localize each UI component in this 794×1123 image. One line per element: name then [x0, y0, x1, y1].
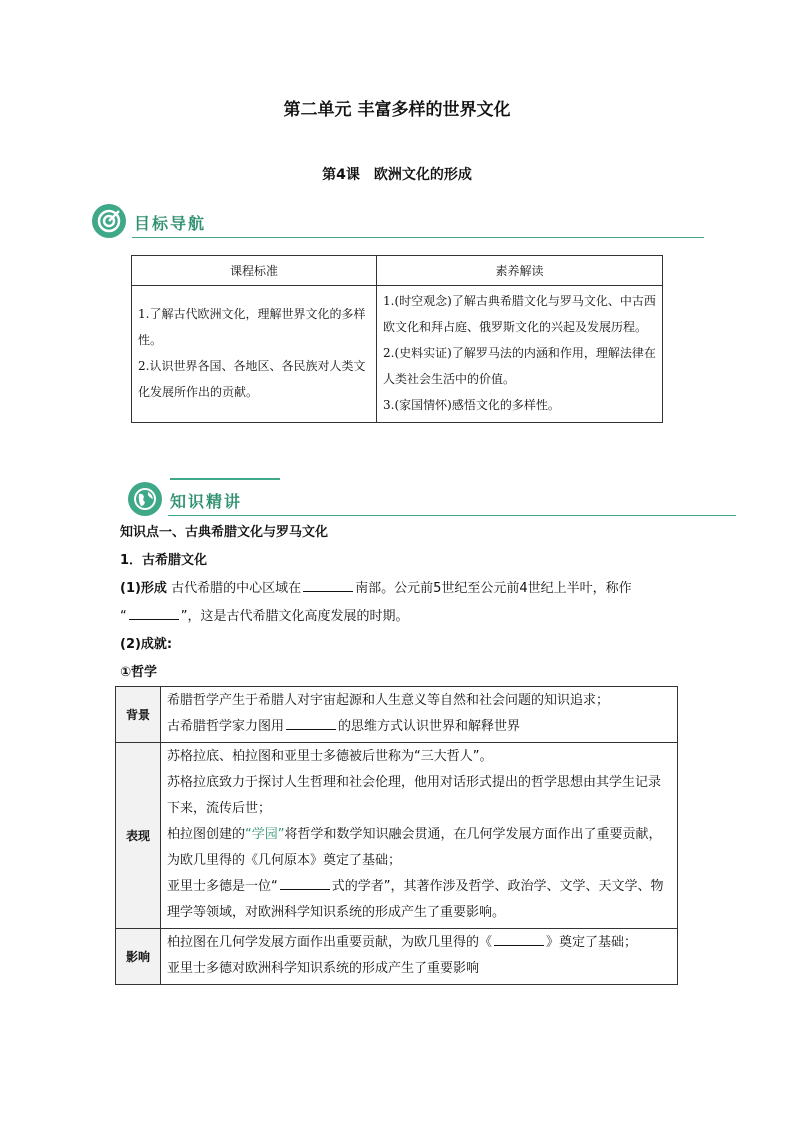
knowledge-point-title: 知识点一、古典希腊文化与罗马文化 [120, 525, 329, 540]
content-text: 将哲学和数学知识融会贯通，在几何学发展方面作出了重要贡献，为欧几里得的《几何原本》奠定了基础； [167, 827, 662, 868]
globe-icon [128, 482, 162, 516]
banner-rule [168, 515, 736, 516]
table-row [116, 929, 678, 985]
subsection-title: 1．古希腊文化 [120, 553, 208, 568]
achievements-title: (2)成就: [120, 637, 173, 652]
content-text: 柏拉图在几何学发展方面作出重要贡献，为欧几里得的《 [167, 935, 493, 950]
content-text: 》奠定了基础； [546, 935, 638, 950]
formation-paragraph [120, 575, 680, 631]
section-banner-knowledge [128, 478, 736, 522]
banner-rule [132, 237, 704, 238]
formation-text: 南部。公元前5世纪至公元前4世纪上半叶，称作 [355, 581, 632, 596]
content-text: 亚里士多德是一位“ [167, 879, 278, 894]
philosophy-table [115, 686, 678, 985]
target-arrow-icon [92, 204, 126, 238]
content-line: 希腊哲学产生于希腊人对宇宙起源和人生意义等自然和社会问题的知识追求； [167, 693, 610, 708]
standard-item: 1.了解古代欧洲文化，理解世界文化的多样性。 [138, 307, 366, 347]
row-header: 影响 [116, 929, 161, 985]
content-text: 式的学者”，其著作涉及哲学、政治学、文学、天文学、物理学等领域，对欧洲科学知识系统的形成产生了重要影响。 [167, 879, 664, 920]
fill-blank[interactable] [303, 577, 353, 592]
formation-text: ”，这是古代希腊文化高度发展的时期。 [180, 609, 409, 624]
standards-table [131, 255, 663, 423]
literacy-item: 1.(时空观念)了解古典希腊文化与罗马文化、中古西欧文化和拜占庭、俄罗斯文化的兴起及发展历程。 [383, 294, 656, 334]
standards-cell [132, 286, 377, 423]
formation-label: (1)形成 [120, 581, 167, 596]
fill-blank[interactable] [129, 605, 179, 620]
formation-text: “ [120, 609, 127, 624]
banner-topline [170, 478, 280, 480]
table-row [116, 743, 678, 929]
banner-label: 知识精讲 [170, 492, 243, 511]
row-content [161, 743, 678, 929]
row-header: 背景 [116, 687, 161, 743]
standard-item: 2.认识世界各国、各地区、各民族对人类文化发展所作出的贡献。 [138, 359, 366, 399]
fill-blank[interactable] [280, 875, 330, 890]
row-content [161, 929, 678, 985]
content-text: 的思维方式认识世界和解释世界 [338, 719, 521, 734]
content-text: “学园” [245, 827, 285, 842]
knowledge-section [120, 519, 680, 687]
formation-text: 古代希腊的中心区域在 [166, 581, 302, 596]
content-line: 苏格拉底致力于探讨人生哲理和社会伦理，他用对话形式提出的哲学思想由其学生记录下来，流传后世； [167, 775, 662, 816]
section-banner-goals [92, 200, 704, 244]
philosophy-title: ①哲学 [120, 665, 158, 680]
unit-title: 第二单元 丰富多样的世界文化 [283, 100, 511, 120]
fill-blank[interactable] [286, 715, 336, 730]
banner-label: 目标导航 [134, 214, 207, 233]
table-header: 课程标准 [132, 256, 377, 286]
content-text: 柏拉图创建的 [167, 827, 246, 842]
row-header: 表现 [116, 743, 161, 929]
content-line [167, 930, 671, 956]
table-row [116, 687, 678, 743]
row-content [161, 687, 678, 743]
content-text: 古希腊哲学家力图用 [167, 719, 285, 734]
literacy-cell [377, 286, 663, 423]
content-line [167, 822, 671, 874]
literacy-item: 3.(家国情怀)感悟文化的多样性。 [383, 398, 560, 412]
lesson-title: 第4课 欧洲文化的形成 [322, 167, 472, 183]
content-line: 苏格拉底、柏拉图和亚里士多德被后世称为“三大哲人”。 [167, 749, 493, 764]
table-header: 素养解读 [377, 256, 663, 286]
fill-blank[interactable] [494, 931, 544, 946]
content-line [167, 874, 671, 926]
content-line: 亚里士多德对欧洲科学知识系统的形成产生了重要影响 [167, 961, 480, 976]
literacy-item: 2.(史料实证)了解罗马法的内涵和作用，理解法律在人类社会生活中的价值。 [383, 346, 656, 386]
content-line [167, 714, 671, 740]
